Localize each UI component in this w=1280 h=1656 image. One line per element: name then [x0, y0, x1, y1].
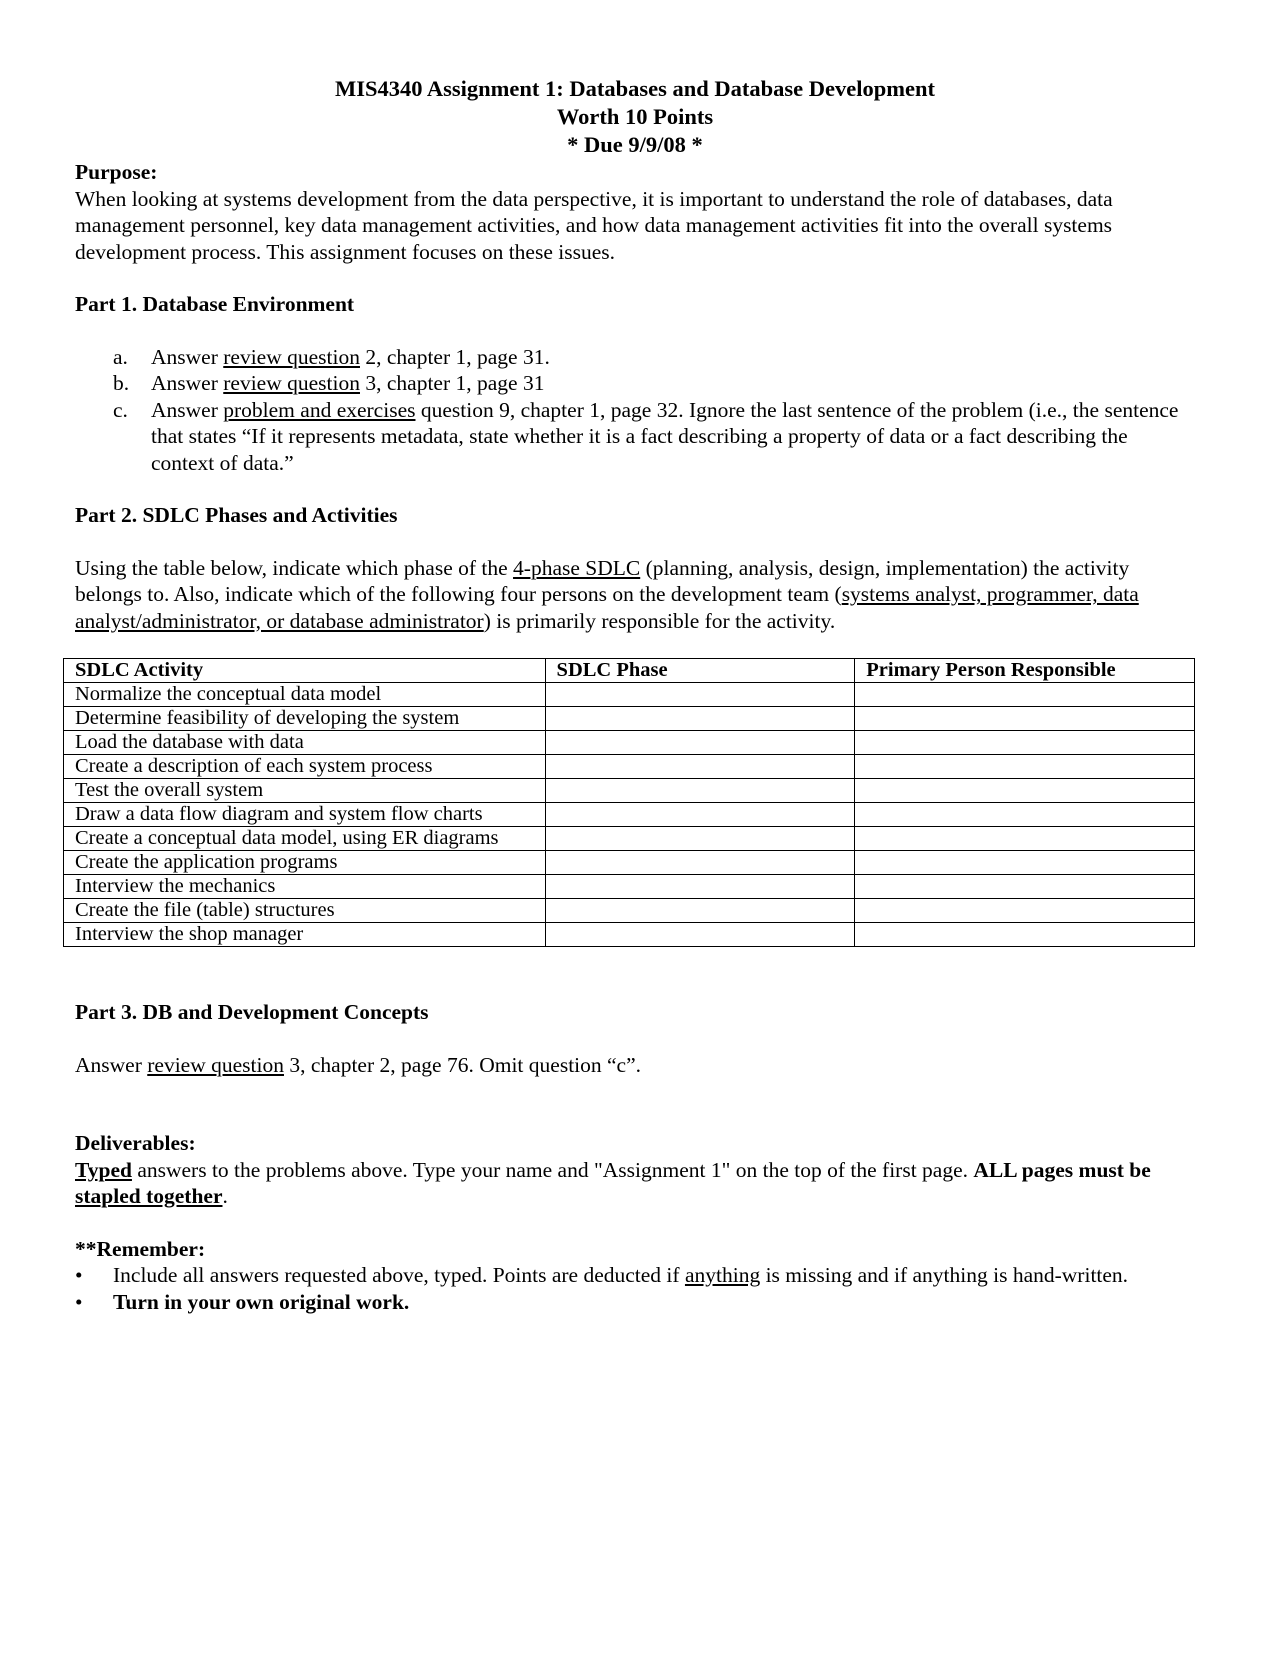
table-row — [64, 755, 1195, 779]
phase-cell[interactable] — [545, 899, 855, 923]
table-row — [64, 899, 1195, 923]
document-header — [75, 75, 1195, 159]
activity-cell: Determine feasibility of developing the system — [64, 707, 546, 731]
deliverables-heading: Deliverables: — [75, 1131, 196, 1155]
review-question-link: review question — [223, 371, 360, 395]
purpose-text: When looking at systems development from the data perspective, it is important to understand the role of databases, data management personnel, key data management activities, and how data management activities fit into the overall systems development process. This assignment focuses on these issues. — [75, 186, 1113, 264]
item-text: is missing and if anything is hand-written. — [760, 1263, 1129, 1287]
activity-cell: Interview the shop manager — [64, 923, 546, 947]
person-cell[interactable] — [855, 683, 1195, 707]
person-cell[interactable] — [855, 731, 1195, 755]
item-text: 3, chapter 1, page 31 — [359, 371, 545, 395]
purpose-heading: Purpose: — [75, 160, 158, 184]
stapled-emphasis: stapled together — [75, 1184, 223, 1208]
activity-cell: Load the database with data — [64, 731, 546, 755]
sdlc-link: 4-phase SDLC — [513, 555, 641, 580]
person-cell[interactable] — [855, 899, 1195, 923]
phase-cell[interactable] — [545, 755, 855, 779]
team-roles-link: systems analyst, programmer, data analyst/administrator, or database administrator — [75, 582, 1139, 633]
column-header-activity: SDLC Activity — [64, 659, 546, 683]
all-pages-emphasis: ALL pages must be — [973, 1157, 1151, 1182]
phase-cell[interactable] — [545, 851, 855, 875]
points-worth: Worth 10 Points — [556, 104, 714, 129]
deliverables-text — [75, 1157, 1195, 1210]
activity-cell: Create the file (table) structures — [64, 899, 546, 923]
phase-cell[interactable] — [545, 683, 855, 707]
table-row — [64, 731, 1195, 755]
column-header-phase: SDLC Phase — [545, 659, 855, 683]
deliverables-end: . — [222, 1184, 228, 1208]
phase-cell[interactable] — [545, 827, 855, 851]
due-date: * Due 9/9/08 * — [567, 132, 703, 157]
activity-cell: Normalize the conceptual data model — [64, 683, 546, 707]
phase-cell[interactable] — [545, 707, 855, 731]
person-cell[interactable] — [855, 875, 1195, 899]
sdlc-table — [63, 658, 1195, 947]
item-text: Answer — [151, 371, 224, 395]
intro-text: Using the table below, indicate which phase of the — [75, 555, 514, 580]
document-page — [75, 75, 1195, 1315]
table-row — [64, 851, 1195, 875]
table-row — [64, 803, 1195, 827]
person-cell[interactable] — [855, 779, 1195, 803]
intro-text: ) is primarily responsible for the activity. — [483, 608, 836, 633]
person-cell[interactable] — [855, 851, 1195, 875]
phase-cell[interactable] — [545, 731, 855, 755]
table-row — [64, 923, 1195, 947]
intro-text: (planning, analysis, design, implementation) the activity belongs to. Also, indicate which of the following four persons on the development team ( — [75, 555, 1130, 606]
table-row — [64, 827, 1195, 851]
part1-heading: Part 1. Database Environment — [75, 292, 355, 316]
person-cell[interactable] — [855, 803, 1195, 827]
list-item — [75, 1289, 1195, 1316]
list-marker: a. — [113, 344, 128, 369]
table-row — [64, 779, 1195, 803]
activity-cell: Create the application programs — [64, 851, 546, 875]
part3-pre: Answer — [75, 1052, 148, 1077]
activity-cell: Interview the mechanics — [64, 875, 546, 899]
bullet-icon: • — [75, 1263, 83, 1287]
part3-heading: Part 3. DB and Development Concepts — [75, 1000, 429, 1024]
part3-post: 3, chapter 2, page 76. Omit question “c”. — [283, 1052, 642, 1077]
review-question-link: review question — [147, 1052, 284, 1077]
activity-cell: Test the overall system — [64, 779, 546, 803]
item-text: Answer — [151, 344, 224, 369]
table-row — [64, 875, 1195, 899]
person-cell[interactable] — [855, 923, 1195, 947]
phase-cell[interactable] — [545, 803, 855, 827]
table-header-row — [64, 659, 1195, 683]
list-item — [75, 344, 1195, 371]
person-cell[interactable] — [855, 827, 1195, 851]
problems-exercises-link: problem and exercises — [223, 397, 416, 422]
phase-cell[interactable] — [545, 779, 855, 803]
activity-cell: Draw a data flow diagram and system flow charts — [64, 803, 546, 827]
phase-cell[interactable] — [545, 923, 855, 947]
bullet-icon: • — [75, 1289, 83, 1314]
deliverables-body: answers to the problems above. Type your name and "Assignment 1" on the top of the first page. — [131, 1157, 974, 1182]
activity-cell: Create a description of each system process — [64, 755, 546, 779]
item-text: question 9, chapter 1, page 32. Ignore the last sentence of the problem (i.e., the sentence that states “If it represents metadata, state whether it is a fact describing a property of data or a fact describing the context of data.” — [151, 397, 1179, 475]
phase-cell[interactable] — [545, 875, 855, 899]
list-item — [75, 370, 1195, 397]
typed-emphasis: Typed — [75, 1157, 132, 1182]
activity-cell: Create a conceptual data model, using ER diagrams — [64, 827, 546, 851]
item-text: Include all answers requested above, typed. Points are deducted if — [113, 1263, 685, 1287]
part2-heading: Part 2. SDLC Phases and Activities — [75, 503, 398, 527]
review-question-link: review question — [223, 344, 360, 369]
part2-intro — [75, 555, 1195, 635]
person-cell[interactable] — [855, 755, 1195, 779]
person-cell[interactable] — [855, 707, 1195, 731]
anything-emphasis: anything — [684, 1263, 761, 1287]
column-header-person: Primary Person Responsible — [855, 659, 1195, 683]
list-marker: c. — [113, 397, 128, 422]
table-row — [64, 707, 1195, 731]
list-item — [75, 397, 1195, 477]
list-marker: b. — [113, 371, 130, 395]
item-text: Answer — [151, 397, 224, 422]
remember-list — [75, 1262, 1195, 1315]
remember-heading: **Remember: — [75, 1236, 206, 1261]
document-title: MIS4340 Assignment 1: Databases and Database Development — [334, 76, 936, 101]
item-text: 2, chapter 1, page 31. — [359, 344, 550, 369]
part3-text — [75, 1052, 1195, 1079]
table-row — [64, 683, 1195, 707]
part1-list — [75, 344, 1195, 477]
own-work-text: Turn in your own original work. — [113, 1289, 410, 1314]
list-item — [75, 1262, 1195, 1289]
